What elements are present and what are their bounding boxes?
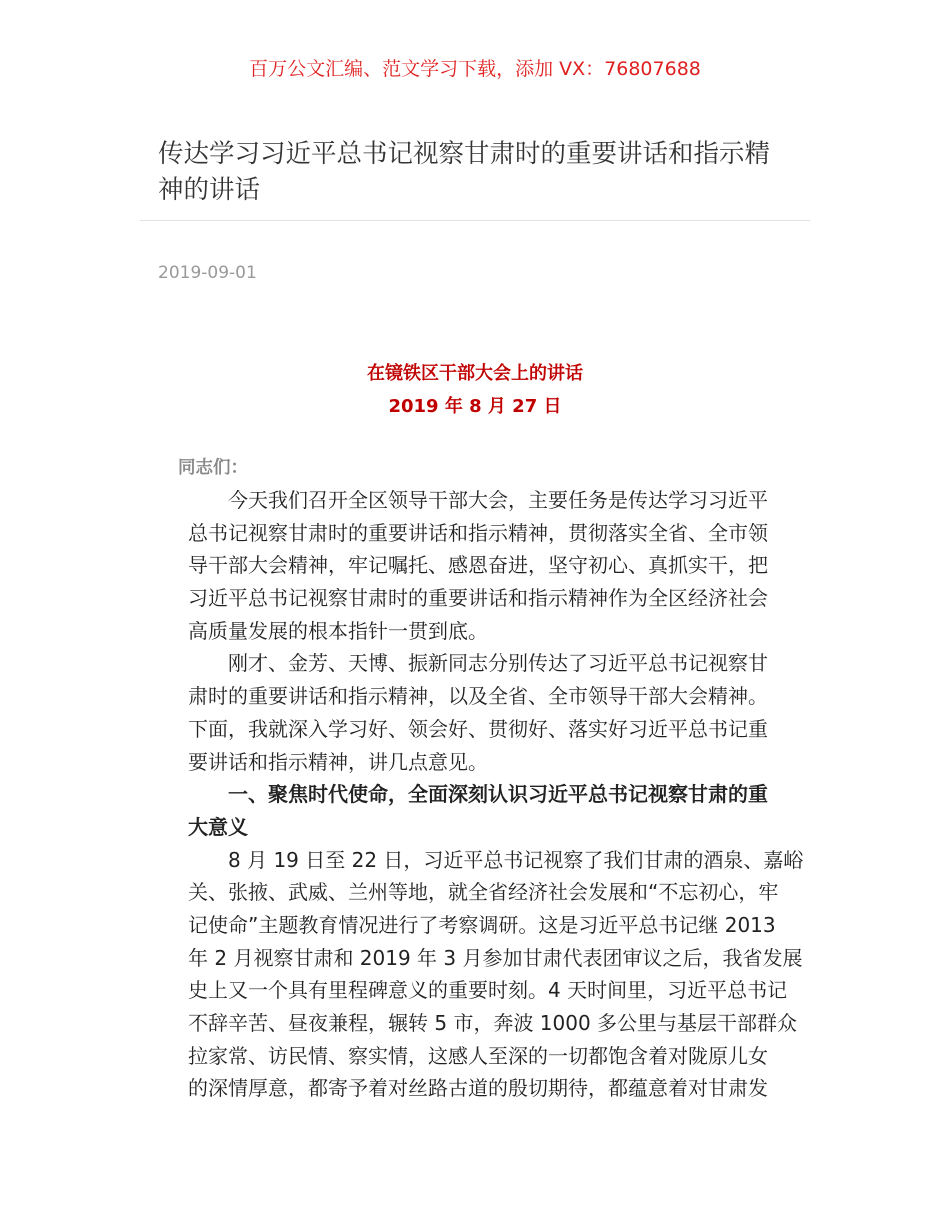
text-line: 8 月 19 日至 22 日，习近平总书记视察了我们甘肃的酒泉、嘉峪 xyxy=(228,847,804,872)
text-line: 肃时的重要讲话和指示精神，以及全省、全市领导干部大会精神。 xyxy=(188,684,768,709)
text-line: 不辞辛苦、昼夜兼程，辗转 5 市，奔波 1000 多公里与基层干部群众 xyxy=(188,1011,798,1035)
text-line: 的深情厚意，都寄予着对丝路古道的殷切期待，都蕴意着对甘肃发 xyxy=(188,1076,768,1101)
text-line: 关、张掖、武威、兰州等地，就全省经济社会发展和“不忘初心，牢 xyxy=(188,880,779,905)
title-line: 传达学习习近平总书记视察甘肃时的重要讲话和指示精 xyxy=(158,139,771,169)
text-line: 下面，我就深入学习好、领会好、贯彻好、落实好习近平总书记重 xyxy=(188,716,768,741)
text-line: 高质量发展的根本指针一贯到底。 xyxy=(188,618,488,643)
text-line: 要讲话和指示精神，讲几点意见。 xyxy=(188,749,488,774)
text-line: 年 2 月视察甘肃和 2019 年 3 月参加甘肃代表团审议之后，我省发展 xyxy=(188,945,803,970)
section-heading-line: 一、聚焦时代使命，全面深刻认识习近平总书记视察甘肃的重 xyxy=(228,782,768,807)
speech-date: 2019 年 8 月 27 日 xyxy=(388,396,562,417)
greeting: 同志们： xyxy=(178,458,248,478)
publish-date: 2019-09-01 xyxy=(158,263,257,283)
text-line: 总书记视察甘肃时的重要讲话和指示精神，贯彻落实全省、全市领 xyxy=(188,520,768,545)
article-body xyxy=(188,484,804,1105)
speech-heading xyxy=(0,357,950,423)
speech-title: 在镜铁区干部大会上的讲话 xyxy=(367,363,583,384)
download-banner: 百万公文汇编、范文学习下载，添加 VX：76807688 xyxy=(249,58,701,80)
text-line: 记使命”主题教育情况进行了考察调研。这是习近平总书记继 2013 xyxy=(188,912,776,937)
text-line: 史上又一个具有里程碑意义的重要时刻。4 天时间里，习近平总书记 xyxy=(188,978,788,1003)
article-title xyxy=(158,136,798,208)
text-line: 今天我们召开全区领导干部大会，主要任务是传达学习习近平 xyxy=(228,488,768,512)
section-heading-line: 大意义 xyxy=(188,814,248,839)
text-line: 习近平总书记视察甘肃时的重要讲话和指示精神作为全区经济社会 xyxy=(188,586,768,611)
title-divider xyxy=(140,220,810,221)
text-line: 导干部大会精神，牢记嘱托、感恩奋进，坚守初心、真抓实干，把 xyxy=(188,553,768,578)
title-line: 神的讲话 xyxy=(158,175,261,205)
text-line: 拉家常、访民情、察实情，这感人至深的一切都饱含着对陇原儿女 xyxy=(188,1043,768,1068)
text-line: 刚才、金芳、天博、振新同志分别传达了习近平总书记视察甘 xyxy=(228,651,768,676)
